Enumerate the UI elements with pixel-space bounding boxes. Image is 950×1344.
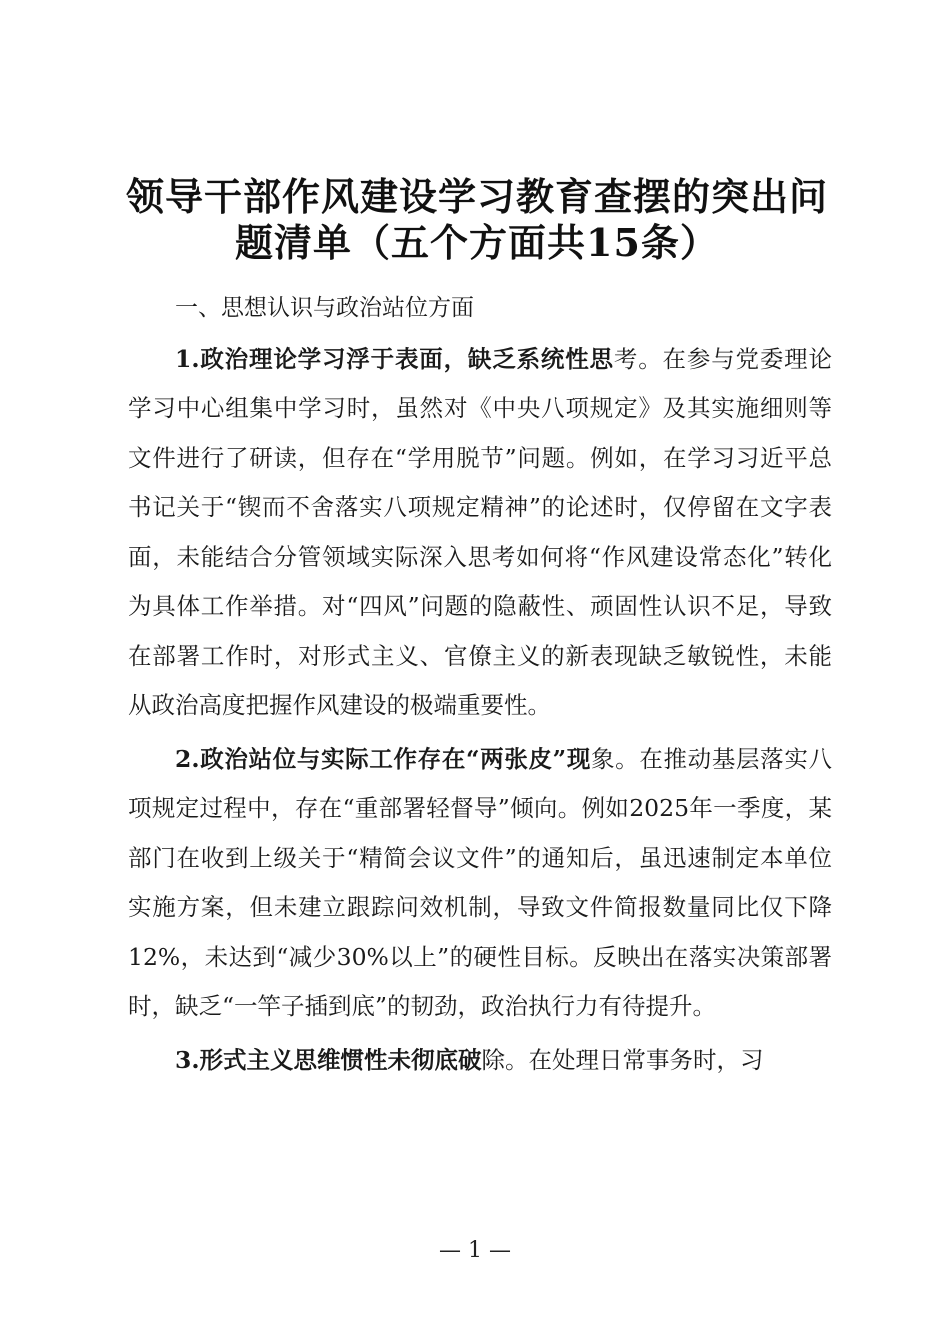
item-text: 考。在参与党委理论学习中心组集中学习时，虽然对《中央八项规定》及其实施细则等文件进行了研读，但存在“学用脱节”问题。例如，在学习习近平总书记关于“锲而不舍落实八项规定精神”的论述时，仅停留在文字表面，未能结合分管领域实际深入思考如何将“作风建设常态化”转化为具体工作举措。对“四风”问题的隐蔽性、顽固性认识不足，导致在部署工作时，对形式主义、官僚主义的新表现缺乏敏锐性，未能从政治高度把握作风建设的极端重要性。 bbox=[128, 344, 832, 719]
paragraph-item-2 bbox=[128, 735, 832, 1032]
item-lead: 3.形式主义思维惯性未彻底破 bbox=[175, 1045, 482, 1074]
item-lead: 2.政治站位与实际工作存在“两张皮”现 bbox=[175, 744, 592, 773]
section-heading: 一、思想认识与政治站位方面 bbox=[175, 295, 474, 321]
item-lead: 1.政治理论学习浮于表面，缺乏系统性思 bbox=[175, 344, 614, 373]
item-text: 除。在处理日常事务时，习 bbox=[481, 1045, 764, 1074]
item-text: 象。在推动基层落实八项规定过程中，存在“重部署轻督导”倾向。例如2025年一季度，某部门在收到上级关于“精简会议文件”的通知后，虽迅速制定本单位实施方案，但未建立跟踪问效机制，导致文件简报数量同比仅下降12%，未达到“减少30%以上”的硬性目标。反映出在落实决策部署时，缺乏“一竿子插到底”的韧劲，政治执行力有待提升。 bbox=[128, 744, 832, 1020]
paragraph-item-1 bbox=[128, 335, 832, 731]
document-body bbox=[128, 284, 832, 1089]
document-title: 领导干部作风建设学习教育查摆的突出问题清单（五个方面共15条） bbox=[125, 174, 828, 265]
page-number: — 1 — bbox=[439, 1238, 511, 1263]
paragraph-item-3 bbox=[128, 1036, 832, 1086]
